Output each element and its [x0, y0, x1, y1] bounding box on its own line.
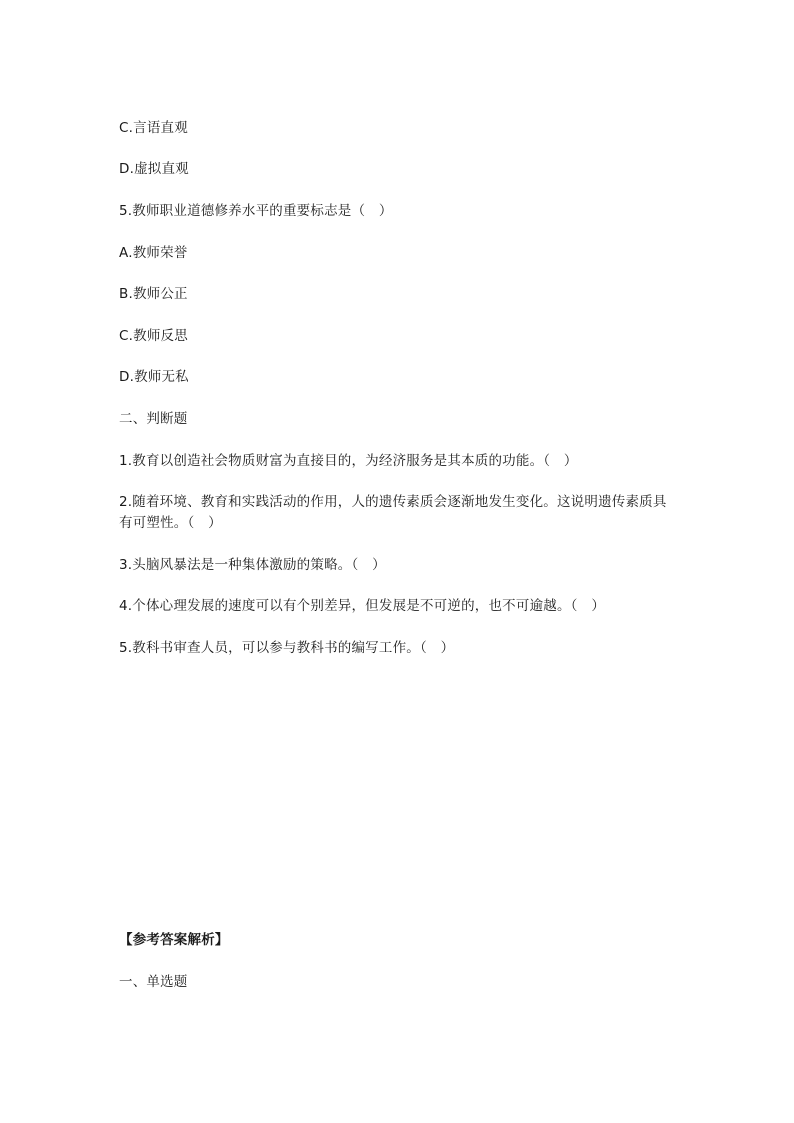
judgment-item-4: 4.个体心理发展的速度可以有个别差异，但发展是不可逆的，也不可逾越。（ ）	[119, 598, 606, 614]
question-5-option-a: A.教师荣誉	[119, 245, 188, 261]
judgment-item-2: 2.随着环境、教育和实践活动的作用，人的遗传素质会逐渐地发生变化。这说明遗传素质具有可塑性。（ ）	[119, 494, 667, 531]
option-c-q4: C.言语直观	[119, 120, 188, 136]
answers-title: 【参考答案解析】	[119, 932, 229, 948]
question-5-option-c: C.教师反思	[119, 328, 188, 344]
section-judgment-title: 二、判断题	[119, 411, 188, 427]
question-5-option-b: B.教师公正	[119, 286, 188, 302]
answers-section-1-title: 一、单选题	[119, 974, 188, 990]
judgment-item-1: 1.教育以创造社会物质财富为直接目的，为经济服务是其本质的功能。（ ）	[119, 453, 578, 469]
judgment-item-5: 5.教科书审查人员，可以参与教科书的编写工作。（ ）	[119, 640, 455, 656]
question-5-option-d: D.教师无私	[119, 369, 189, 385]
question-5-stem: 5.教师职业道德修养水平的重要标志是（ ）	[119, 203, 393, 219]
option-d-q4: D.虚拟直观	[119, 161, 189, 177]
judgment-item-3: 3.头脑风暴法是一种集体激励的策略。（ ）	[119, 557, 386, 573]
